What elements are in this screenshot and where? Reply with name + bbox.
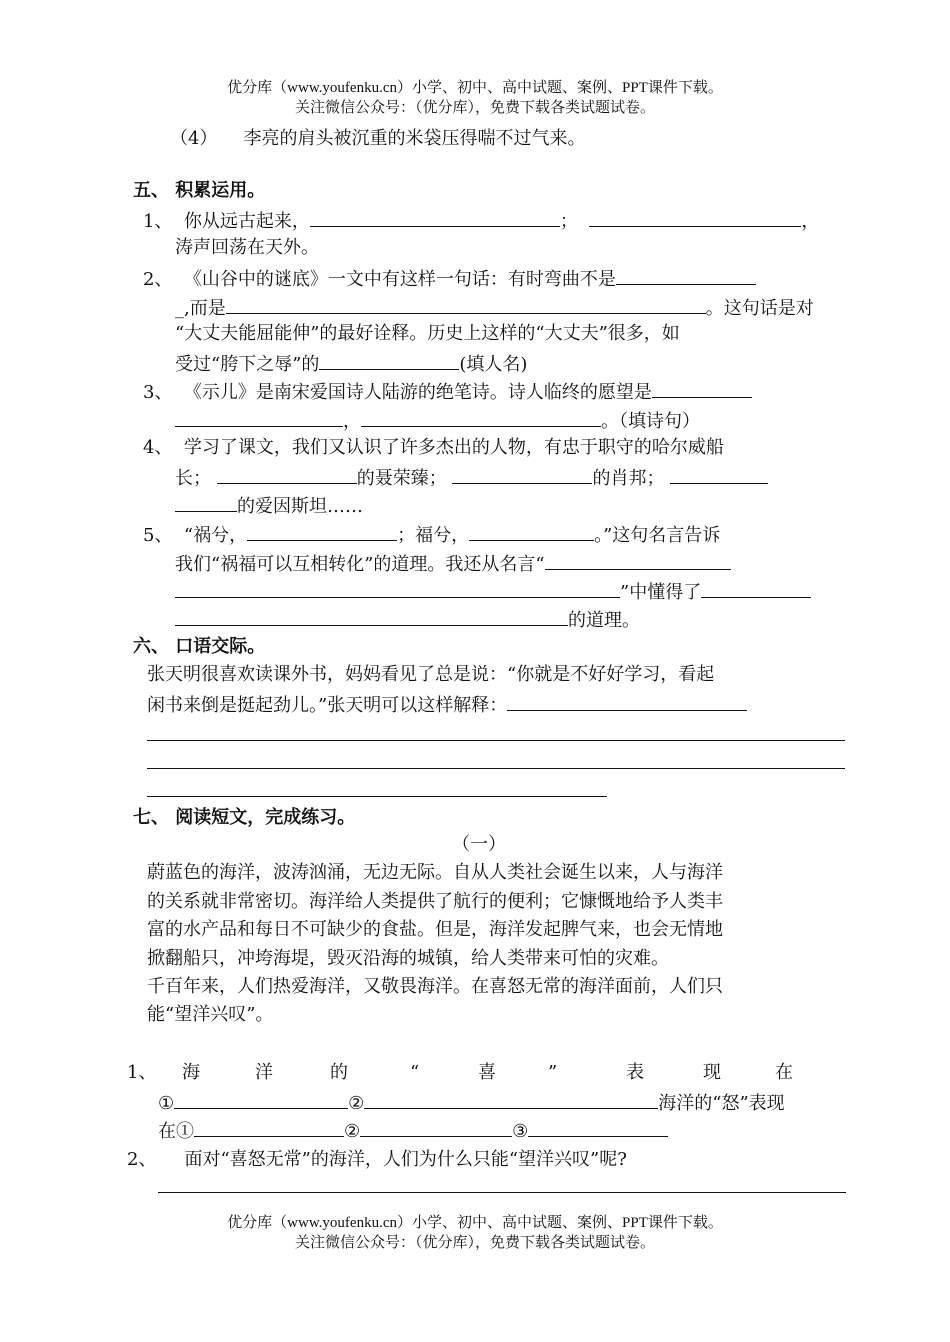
answer-blank[interactable] <box>652 377 752 398</box>
s5-q3-line2 <box>175 406 700 435</box>
s5-q3-line1 <box>143 377 752 406</box>
item-4-number: （4） <box>170 128 218 149</box>
passage-line: 富的水产品和每日不可缺少的食盐。但是，海洋发起脾气来，也会无情地 <box>147 919 723 940</box>
item-4 <box>170 126 585 152</box>
s5-q1-line1 <box>143 206 819 235</box>
s5-q4-line1 <box>143 435 724 461</box>
answer-line[interactable] <box>147 768 845 769</box>
passage-line: 能“望洋兴叹”。 <box>147 1004 274 1025</box>
answer-line[interactable] <box>158 1192 846 1193</box>
passage-subtitle: （一） <box>452 834 506 855</box>
s7-q1-word: ” <box>548 1062 558 1083</box>
answer-blank[interactable] <box>364 1088 658 1109</box>
s6-para-line2 <box>147 690 747 719</box>
section-5-title: 五、 积累运用。 <box>133 180 266 201</box>
answer-blank[interactable] <box>174 1088 348 1109</box>
answer-blank[interactable] <box>360 1116 512 1137</box>
s6-para-line1: 张天明很喜欢读课外书，妈妈看见了总是说：“你就是不好好学习，看起 <box>147 664 715 685</box>
answer-blank[interactable] <box>670 463 768 484</box>
answer-blank[interactable] <box>701 577 811 598</box>
q-text: 闲书来倒是挺起劲儿。”张天明可以这样解释： <box>147 695 508 716</box>
q-number: 3、 <box>143 382 173 403</box>
s5-q5-line2 <box>175 549 731 578</box>
q-text: _,而是 <box>175 298 226 319</box>
q-text: 《山谷中的谜底》一文中有这样一句话：有时弯曲不是 <box>183 269 616 290</box>
passage-line: 千百年来，人们热爱海洋，又敬畏海洋。在喜怒无常的海洋面前，人们只 <box>147 976 723 997</box>
q-text: 你从远古起来， <box>183 211 310 232</box>
item-4-text: 李亮的肩头被沉重的米袋压得喘不过气来。 <box>243 128 586 149</box>
s7-q1-word: “ <box>410 1062 420 1083</box>
circle-number: ② <box>344 1121 361 1142</box>
answer-blank[interactable] <box>247 520 397 541</box>
q-text: ， <box>343 411 361 432</box>
q-text: “祸兮， <box>183 525 248 546</box>
header-line-1: 优分库（www.youfenku.cn）小学、初中、高中试题、案例、PPT课件下载。 <box>227 80 723 96</box>
s5-q2-line2 <box>175 293 814 322</box>
s7-q1-line2 <box>158 1088 785 1117</box>
q-text: 。这句话是对 <box>705 298 814 319</box>
q-text: (填人名) <box>459 354 528 375</box>
answer-blank[interactable] <box>226 293 706 314</box>
q-text: 我们“祸福可以互相转化”的道理。我还从名言“ <box>175 554 545 575</box>
s7-q1-word: 的 <box>330 1062 348 1083</box>
header-line-2: 关注微信公众号：（优分库），免费下载各类试题试卷。 <box>294 100 655 116</box>
s5-q5-line3 <box>175 577 811 606</box>
q-text: 《示儿》是南宋爱国诗人陆游的绝笔诗。诗人临终的愿望是 <box>183 382 652 403</box>
s7-q1-line3 <box>158 1116 668 1145</box>
s7-q1-word: 在 <box>775 1062 793 1083</box>
answer-blank[interactable] <box>469 520 594 541</box>
answer-blank[interactable] <box>217 463 357 484</box>
answer-blank[interactable] <box>545 549 731 570</box>
s7-q1-word: 海 <box>182 1062 200 1083</box>
s5-q5-line4 <box>175 605 640 634</box>
answer-blank[interactable] <box>319 349 459 370</box>
s5-q4-line3 <box>175 491 363 520</box>
answer-blank[interactable] <box>310 206 560 227</box>
footer-line-1: 优分库（www.youfenku.cn）小学、初中、高中试题、案例、PPT课件下载。 <box>227 1215 723 1231</box>
s5-q4-line2 <box>175 463 768 492</box>
answer-blank[interactable] <box>616 264 756 285</box>
s5-q2-line3: “大丈夫能屈能伸”的最好诠释。历史上这样的“大丈夫”很多，如 <box>175 323 680 344</box>
q-text: 的道理。 <box>568 610 640 631</box>
q-number: 5、 <box>143 525 173 546</box>
q-text: 在① <box>158 1121 194 1142</box>
s5-q1-line2: 涛声回荡在天外。 <box>175 237 319 258</box>
passage-line: 的关系就非常密切。海洋给人类提供了航行的便利；它慷慨地给予人类丰 <box>147 891 723 912</box>
footer-line-2: 关注微信公众号：（优分库），免费下载各类试题试卷。 <box>294 1235 655 1251</box>
q-text: ”中懂得了 <box>620 582 702 603</box>
q-text: 。（填诗句） <box>601 411 700 432</box>
passage-line: 蔚蓝色的海洋，波涛汹涌，无边无际。自从人类社会诞生以来，人与海洋 <box>147 862 723 883</box>
section-7-title: 七、 阅读短文，完成练习。 <box>133 807 356 828</box>
s7-q1-word: 现 <box>703 1062 721 1083</box>
q-text: 学习了课文，我们又认识了许多杰出的人物，有忠于职守的哈尔威船 <box>183 437 724 458</box>
q-text: 的爱因斯坦…… <box>237 496 363 517</box>
s5-q5-line1 <box>143 520 720 549</box>
answer-blank[interactable] <box>194 1116 344 1137</box>
q-text: 的肖邦； <box>592 468 665 489</box>
answer-blank[interactable] <box>452 463 592 484</box>
circle-number: ② <box>348 1093 365 1114</box>
q-text: 海洋的“怒”表现 <box>658 1093 785 1114</box>
s7-q1-word: 喜 <box>478 1062 496 1083</box>
s5-q2-line1 <box>143 264 756 293</box>
q-number: 4、 <box>143 437 173 458</box>
s7-q1-number: 1、 <box>127 1062 157 1083</box>
q-text: 受过“胯下之辱”的 <box>175 354 320 375</box>
answer-line[interactable] <box>147 740 845 741</box>
answer-blank[interactable] <box>361 406 601 427</box>
passage-line: 掀翻船只，冲垮海堤，毁灭沿海的城镇，给人类带来可怕的灾难。 <box>147 948 669 969</box>
q-text: 面对“喜怒无常”的海洋，人们为什么只能“望洋兴叹”呢? <box>184 1149 627 1170</box>
q-text: 。”这句名言告诉 <box>594 525 721 546</box>
section-6-title: 六、 口语交际。 <box>133 636 266 657</box>
answer-line[interactable] <box>147 796 607 797</box>
answer-blank[interactable] <box>507 690 747 711</box>
circle-number: ③ <box>512 1121 529 1142</box>
answer-blank[interactable] <box>589 206 801 227</box>
answer-blank[interactable] <box>528 1116 668 1137</box>
answer-blank[interactable] <box>175 491 237 512</box>
s7-q2 <box>127 1147 627 1173</box>
q-text: 的聂荣臻； <box>356 468 447 489</box>
q-text: ；福兮， <box>397 525 470 546</box>
answer-blank[interactable] <box>175 406 343 427</box>
q-text: ； <box>559 211 578 232</box>
s7-q1-word: 洋 <box>255 1062 273 1083</box>
answer-blank[interactable] <box>175 577 620 598</box>
q-text: 长； <box>175 468 211 489</box>
q-number: 2、 <box>127 1149 157 1170</box>
s5-q2-line4 <box>175 349 527 378</box>
s7-q1-word: 表 <box>626 1062 644 1083</box>
q-number: 2、 <box>143 269 173 290</box>
answer-blank[interactable] <box>175 605 568 626</box>
circle-number: ① <box>158 1093 175 1114</box>
q-number: 1、 <box>143 211 173 232</box>
q-text: ， <box>801 211 820 232</box>
